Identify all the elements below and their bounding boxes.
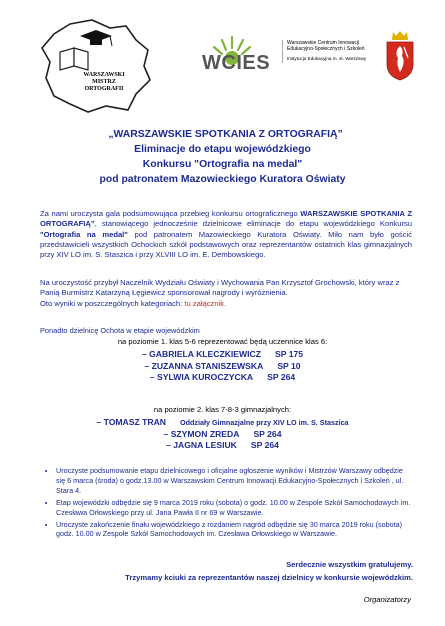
intro-text-3: pod patronatem Mazowieckiego Kuratora Oświaty. Miło nam było gościć przedstawicieli wszystkich Ochockich szkół podstawowych oraz reprezentantów ostatnich klas gimnazjalnych przy XIV LO im. S. Staszica i przy XLVIII LO im. E. Dembowskiego. — [40, 229, 413, 260]
student-name: SZYMON ZREDA — [170, 428, 240, 439]
wcies-wordmark: WCIES — [202, 52, 271, 74]
intro-bold-1: WARSZAWSKIE SPOTKANIA Z ORTOGRAFIĄ” — [40, 209, 412, 229]
student-name: TOMASZ TRAN — [103, 417, 166, 427]
wcies-subtitle: Instytucja Edukacyjna m. st. Warszawy — [287, 56, 367, 62]
school-name: SP 264 — [250, 440, 279, 451]
sponsors-paragraph — [40, 278, 412, 309]
intro-paragraph — [40, 209, 412, 260]
list-item — [0, 361, 445, 373]
list-item — [0, 372, 445, 384]
attachment-link[interactable]: tu załącznik. — [184, 298, 227, 308]
dash: – — [96, 417, 104, 427]
student-name: GABRIELA KLECZKIEWICZ — [149, 349, 261, 359]
warsaw-crest-icon — [384, 30, 416, 82]
page-title — [0, 127, 445, 187]
dash: – — [144, 360, 152, 371]
school-name: Oddziały Gimnazjalne przy XIV LO im. S. Staszica — [180, 418, 349, 427]
title-line-3: Konkursu "Ortografia na medal" — [142, 159, 303, 170]
student-name: JAGNA LESIUK — [173, 440, 237, 451]
warsaw-crest — [384, 30, 416, 82]
logo-line-1: WARSZAWSKI — [83, 72, 125, 78]
note-item: • Uroczyste zakończenie finału wojewódzkiego z rozdaniem nagród odbędzie się 30 marca 2019 roku (sobota) godz. 10.00 w Zespole Szkół Samochodowych im. Czesława Orłowskiego w Warszawie. — [56, 520, 412, 540]
event-notes — [40, 466, 412, 541]
closing-line-1: Serdecznie wszystkim gratulujemy. — [286, 560, 413, 569]
sponsors-text: Na uroczystość przybył Naczelnik Wydziału Oświaty i Wychowania Pan Krzysztof Grochowski, który wraz z Panią Burmistrz Katarzyną Łęgiewicz sponsorował nagrody i wyróżnienia. — [40, 278, 400, 298]
group2-names — [0, 417, 445, 452]
wcies-logo — [196, 34, 280, 80]
warsaw-spelling-master-logo — [40, 18, 152, 114]
note-item: • Uroczyste podsumowanie etapu dzielnicowego i oficjalne ogłoszenie wyników i Mistrzów Warszawy odbędzie się 6 marca (środa) o godz.13.00 w Warszawskim Centrum Innowacji Edukacyjno-Społecznych i Szkoleń , ul. Stara 4. — [56, 466, 412, 496]
logo-line-3: ORTOGRAFII — [84, 85, 124, 92]
logo-line-2: MISTRZ — [92, 78, 116, 85]
intro-text-2: , stanowiącego jednocześnie dzielnicowe eliminacje do etapu wojewódzkiego Konkursu — [94, 219, 412, 229]
wcies-name — [282, 40, 383, 63]
title-line-2: Eliminacje do etapu wojewódzkiego — [134, 144, 311, 155]
results-text: Oto wyniki w poszczególnych kategoriach: — [40, 298, 185, 308]
school-name: SP 264 — [267, 372, 296, 383]
signature: Organizatorzy — [363, 595, 411, 604]
wcies-line-2: Edukacyjno-Społecznych i Szkoleń — [287, 46, 365, 53]
intro-text-1: Za nami uroczysta gala podsumowująca przebieg konkursu ortograficznego — [40, 209, 301, 218]
group2-subheading: na poziomie 2. klas 7-8-3 gimnazjalnych: — [153, 405, 292, 414]
student-name: SYLWIA KUROCZYCKA — [157, 372, 254, 383]
school-name: SP 264 — [253, 428, 282, 439]
list-item — [0, 417, 445, 429]
group1-names — [0, 349, 445, 384]
wcies-line-1: Warszawskie Centrum Innowacji — [287, 40, 360, 46]
dash: – — [163, 428, 171, 439]
student-name: ZUZANNA STANISZEWSKA — [151, 360, 264, 371]
title-line-4: pod patronatem Mazowieckiego Kuratora Oświaty — [99, 174, 346, 185]
list-item — [0, 440, 445, 452]
dash: – — [141, 349, 150, 359]
group1-heading: Ponadto dzielnicę Ochota w etapie wojewódzkim — [40, 326, 200, 335]
school-name: SP 10 — [277, 360, 301, 371]
dash: – — [149, 372, 157, 383]
list-item — [0, 349, 445, 361]
results-line — [40, 299, 412, 309]
closing-line-2: Trzymamy kciuki za reprezentantów naszej dzielnicy w konkursie wojewódzkim. — [125, 572, 413, 582]
warsaw-map-icon — [40, 18, 152, 114]
list-item — [0, 429, 445, 441]
title-line-1: „WARSZAWSKIE SPOTKANIA Z ORTOGRAFIĄ” — [108, 129, 343, 140]
note-item: • Etap wojewódzki odbędzie się 9 marca 2019 roku (sobota) o godz. 10.00 w Zespole Szkół Samochodowych im. Czesława Orłowskiego przy ul. Jana Pawła II nr 69 w Warszawie. — [56, 498, 412, 518]
dash: – — [166, 440, 174, 451]
intro-bold-2: "Ortografia na medal" — [40, 229, 128, 239]
group1-subheading: na poziomie 1. klas 5-6 reprezentować będą uczennice klas 6: — [117, 337, 328, 346]
closing-text — [40, 559, 413, 585]
school-name: SP 175 — [275, 349, 304, 359]
